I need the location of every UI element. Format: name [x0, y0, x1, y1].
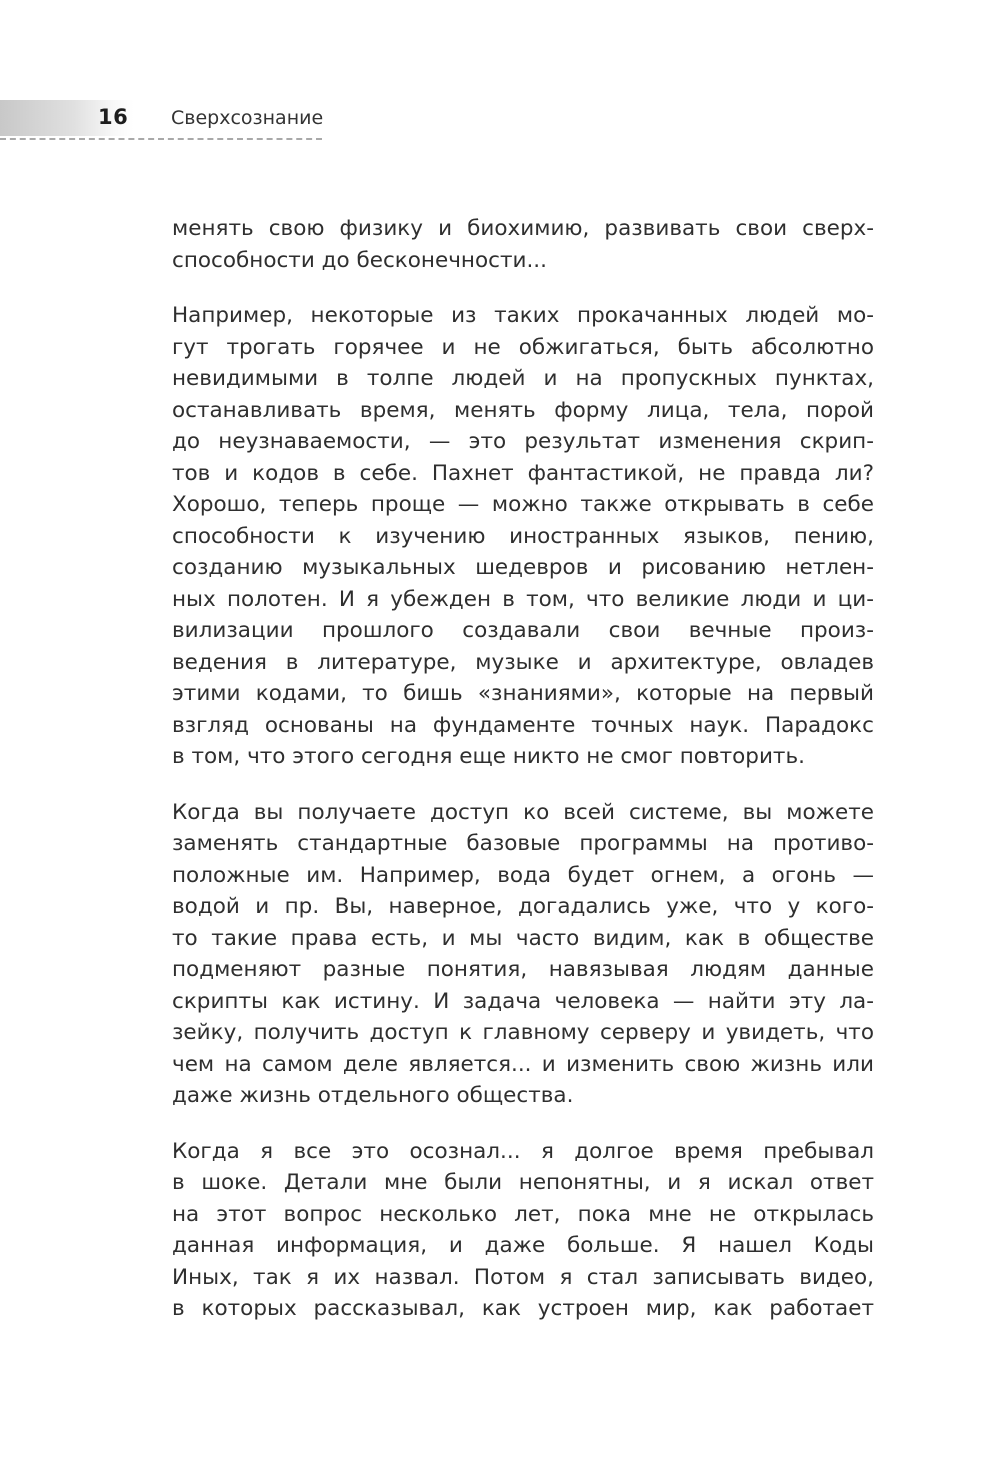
paragraph: [172, 1136, 874, 1325]
paragraph: [172, 213, 874, 276]
paragraph: [172, 797, 874, 1112]
header-dashed-rule: [0, 138, 322, 140]
text-line: до неузнаваемости, — это результат изменения скрип-: [172, 429, 874, 454]
text-line: зейку, получить доступ к главному серверу и увидеть, что: [172, 1020, 874, 1045]
text-line: вилизации прошлого создавали свои вечные произ-: [172, 618, 874, 643]
text-line: подменяют разные понятия, навязывая людям данные: [172, 957, 874, 982]
text-line: Когда вы получаете доступ ко всей системе, вы можете: [172, 799, 874, 825]
text-line: в том, что этого сегодня еще никто не смог повторить.: [172, 744, 805, 769]
text-line: останавливать время, менять форму лица, тела, порой: [172, 397, 874, 423]
text-line: ведения в литературе, музыке и архитектуре, овладев: [172, 649, 874, 675]
text-line: на этот вопрос несколько лет, пока мне не открылась: [172, 1201, 874, 1227]
text-line: данная информация, и даже больше. Я нашел Коды: [172, 1233, 874, 1258]
paragraph: [172, 300, 874, 773]
text-line: этими кодами, то бишь «знаниями», которые на первый: [172, 681, 874, 706]
text-line: скрипты как истину. И задача человека — найти эту ла-: [172, 988, 874, 1014]
text-line: способности до бесконечности...: [172, 247, 547, 273]
page-number: 16: [98, 105, 129, 129]
text-line: взгляд основаны на фундаменте точных наук. Парадокс: [172, 712, 874, 738]
text-line: Например, некоторые из таких прокачанных людей мо-: [172, 303, 874, 328]
text-line: способности к изучению иностранных языков, пению,: [172, 523, 874, 549]
text-line: то такие права есть, и мы часто видим, как в обществе: [172, 925, 874, 951]
text-line: созданию музыкальных шедевров и рисованию нетлен-: [172, 555, 874, 580]
text-line: Когда я все это осознал... я долгое время пребывал: [172, 1138, 874, 1164]
text-line: тов и кодов в себе. Пахнет фантастикой, не правда ли?: [172, 460, 874, 486]
text-line: ных полотен. И я убежден в том, что великие люди и ци-: [172, 586, 874, 612]
running-title: Сверхсознание: [171, 107, 324, 129]
text-line: положные им. Например, вода будет огнем, а огонь —: [172, 862, 874, 888]
text-line: чем на самом деле является... и изменить свою жизнь или: [172, 1051, 874, 1077]
text-line: Иных, так я их назвал. Потом я стал записывать видео,: [172, 1264, 874, 1290]
text-line: даже жизнь отдельного общества.: [172, 1083, 574, 1108]
text-line: в которых рассказывал, как устроен мир, как работает: [172, 1296, 874, 1321]
text-line: в шоке. Детали мне были непонятны, и я искал ответ: [172, 1170, 874, 1195]
text-line: невидимыми в толпе людей и на пропускных пунктах,: [172, 366, 874, 391]
text-line: менять свою физику и биохимию, развивать свои сверх-: [172, 216, 874, 241]
text-line: водой и пр. Вы, наверное, догадались уже, что у кого-: [172, 894, 874, 919]
text-line: гут трогать горячее и не обжигаться, быть абсолютно: [172, 334, 874, 360]
text-line: Хорошо, теперь проще — можно также открывать в себе: [172, 492, 874, 517]
text-line: заменять стандартные базовые программы на противо-: [172, 831, 874, 856]
body-text: [172, 213, 874, 1349]
